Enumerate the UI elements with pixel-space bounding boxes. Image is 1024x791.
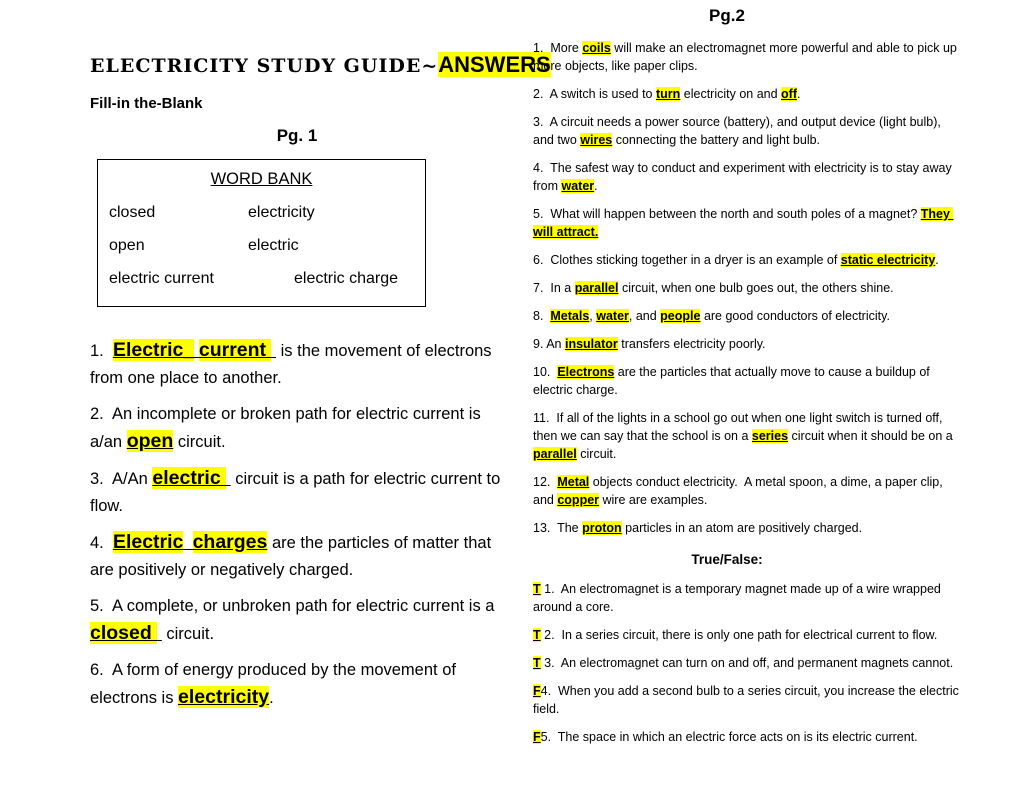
text-segment: circuit when it should be on a — [788, 429, 957, 443]
true-false-item — [533, 728, 965, 746]
true-false-item — [533, 626, 965, 644]
answer-item — [533, 473, 965, 509]
answer-highlight: Electrons — [557, 365, 615, 379]
word-bank-term: electricity — [248, 204, 315, 221]
answer-highlight: electricity — [178, 686, 270, 708]
text-segment: 6. Clothes sticking together in a dryer is an example of — [533, 253, 841, 267]
text-segment: circuit is a path for electric current to flow. — [90, 470, 505, 515]
text-segment: electricity on and — [680, 87, 782, 101]
answer-highlight: T — [533, 656, 541, 670]
answer-item — [533, 113, 965, 149]
word-bank — [97, 159, 426, 307]
text-segment: 10. — [533, 365, 558, 379]
title-text: ELECTRICITY STUDY GUIDE~ — [90, 55, 439, 77]
answer-highlight: turn — [655, 87, 681, 101]
fill-in-blank-subtitle: Fill-in the-Blank — [90, 95, 203, 112]
text-segment: 4. — [90, 534, 113, 552]
text-segment: wire are examples. — [599, 493, 708, 507]
answer-highlight: Electric — [112, 531, 184, 553]
answer-highlight: insulator — [564, 337, 618, 351]
answer-highlight: Metal — [557, 475, 590, 489]
word-bank-term: electric — [248, 237, 299, 254]
word-bank-term: open — [109, 237, 145, 254]
page-1-label: Pg. 1 — [276, 126, 318, 145]
answer-highlight: They will attract. — [533, 207, 954, 239]
answer-highlight: F — [533, 684, 541, 698]
true-false-item — [533, 654, 965, 672]
text-segment: 1. An electromagnet is a temporary magnet made up of a wire wrapped around a core. — [533, 582, 945, 614]
true-false-list — [533, 580, 965, 746]
answer-highlight: T — [533, 628, 541, 642]
text-segment: 6. A form of energy produced by the movement of electrons is — [90, 661, 461, 707]
answer-highlight: Electric_ — [112, 339, 195, 361]
question-item — [90, 529, 510, 584]
text-segment: 5. A complete, or unbroken path for electric current is a — [90, 597, 500, 615]
text-segment: is the movement of electrons from one place to another. — [90, 342, 497, 387]
answer-item — [533, 307, 965, 325]
answer-highlight: series — [751, 429, 789, 443]
answer-highlight: F — [533, 730, 541, 744]
text-segment: 13. The — [533, 521, 583, 535]
text-segment: 2. A switch is used to — [533, 87, 656, 101]
text-segment: objects conduct electricity. A metal spoon, a dime, a paper clip, and — [533, 475, 947, 507]
text-segment: circuit. — [161, 625, 215, 643]
text-segment: are the particles of matter that are positively or negatively charged. — [90, 534, 496, 579]
answer-item — [533, 85, 965, 103]
answer-item — [533, 279, 965, 297]
true-false-item — [533, 682, 965, 718]
answer-highlight: charges — [192, 531, 268, 553]
text-segment: , — [589, 309, 597, 323]
answer-item — [533, 205, 965, 241]
text-segment: circuit. — [173, 433, 226, 451]
answer-highlight: wires — [580, 133, 613, 147]
answer-highlight: static electricity — [840, 253, 936, 267]
text-segment: are the particles that actually move to cause a buildup of electric charge. — [533, 365, 934, 397]
text-segment: 5. The space in which an electric force acts on is its electric current. — [540, 730, 918, 744]
text-segment: connecting the battery and light bulb. — [612, 133, 821, 147]
answer-highlight: Metals — [550, 309, 590, 323]
true-false-item — [533, 580, 965, 616]
word-bank-row — [98, 204, 425, 222]
answer-highlight: off — [781, 87, 798, 101]
text-segment: circuit, when one bulb goes out, the others shine. — [618, 281, 894, 295]
text-segment: 2. In a series circuit, there is only one path for electrical current to flow. — [540, 628, 938, 642]
text-segment: circuit. — [576, 447, 617, 461]
answer-item — [533, 519, 965, 537]
text-segment: 3. A circuit needs a power source (battery), and output device (light bulb), and two — [533, 115, 945, 147]
word-bank-row — [98, 237, 425, 255]
text-segment: 12. — [533, 475, 558, 489]
text-segment: 2. An incomplete or broken path for electric current is a/an — [90, 405, 486, 451]
question-item — [90, 337, 510, 392]
word-bank-term: closed — [109, 204, 156, 221]
text-segment: 4. The safest way to conduct and experiment with electricity is to stay away from — [533, 161, 956, 193]
text-segment: , and — [628, 309, 661, 323]
word-bank-term: electric current — [109, 270, 214, 287]
text-segment: 1. — [90, 342, 113, 360]
answer-highlight: closed — [90, 622, 158, 644]
answer-item — [533, 363, 965, 399]
text-segment: . — [269, 689, 274, 707]
text-segment: are good conductors of electricity. — [700, 309, 890, 323]
answer-item — [533, 409, 965, 463]
text-segment: 3. An electromagnet can turn on and off, and permanent magnets cannot. — [540, 656, 954, 670]
text-segment: 11. If all of the lights in a school go out when one light switch is turned off, then we can say that the school is on a — [533, 411, 946, 443]
text-segment: particles in an atom are positively charged. — [621, 521, 863, 535]
answer-highlight: water — [561, 179, 595, 193]
answer-highlight: copper — [557, 493, 600, 507]
word-bank-row — [98, 270, 425, 288]
question-item — [90, 401, 510, 456]
text-segment: will make an electromagnet more powerful and able to pick up more objects, like paper clips. — [533, 41, 961, 73]
word-bank-rows — [98, 204, 425, 288]
page-2-label: Pg.2 — [709, 6, 745, 25]
study-guide-title — [90, 52, 551, 78]
true-false-heading: True/False: — [691, 552, 763, 567]
answer-item — [533, 251, 965, 269]
text-segment: . — [594, 179, 598, 193]
right-column — [533, 6, 965, 756]
text-segment: 8. — [533, 309, 551, 323]
text-segment: transfers electricity poorly. — [617, 337, 766, 351]
text-segment: 4. When you add a second bulb to a series circuit, you increase the electric field. — [533, 684, 963, 716]
questions-list — [90, 337, 510, 712]
answer-highlight: electric — [152, 467, 227, 489]
answer-highlight: water — [596, 309, 629, 323]
question-item — [90, 465, 510, 520]
text-segment: 1. More — [533, 41, 583, 55]
question-item — [90, 657, 510, 712]
text-segment: 3. A/An — [90, 470, 153, 488]
answer-highlight: open — [126, 430, 174, 452]
answer-highlight: proton — [582, 521, 622, 535]
underline-blank — [183, 534, 192, 552]
text-segment: . — [935, 253, 939, 267]
answer-item — [533, 159, 965, 195]
answer-highlight: T — [533, 582, 541, 596]
answer-item — [533, 335, 965, 353]
answer-item — [533, 39, 965, 75]
word-bank-heading: WORD BANK — [210, 170, 313, 188]
answer-highlight: parallel — [574, 281, 619, 295]
answer-highlight: current — [198, 339, 272, 361]
answer-highlight: people — [660, 309, 701, 323]
question-item — [90, 593, 510, 648]
word-bank-term: electric charge — [294, 270, 399, 287]
text-segment: 9. An — [533, 337, 565, 351]
answer-highlight: coils — [582, 41, 611, 55]
answers-list — [533, 39, 965, 537]
text-segment: . — [797, 87, 801, 101]
answer-highlight: parallel — [533, 447, 577, 461]
text-segment: 7. In a — [533, 281, 575, 295]
text-segment: 5. What will happen between the north and south poles of a magnet? — [533, 207, 921, 221]
title-answer-highlight: ANSWERS — [438, 52, 551, 77]
